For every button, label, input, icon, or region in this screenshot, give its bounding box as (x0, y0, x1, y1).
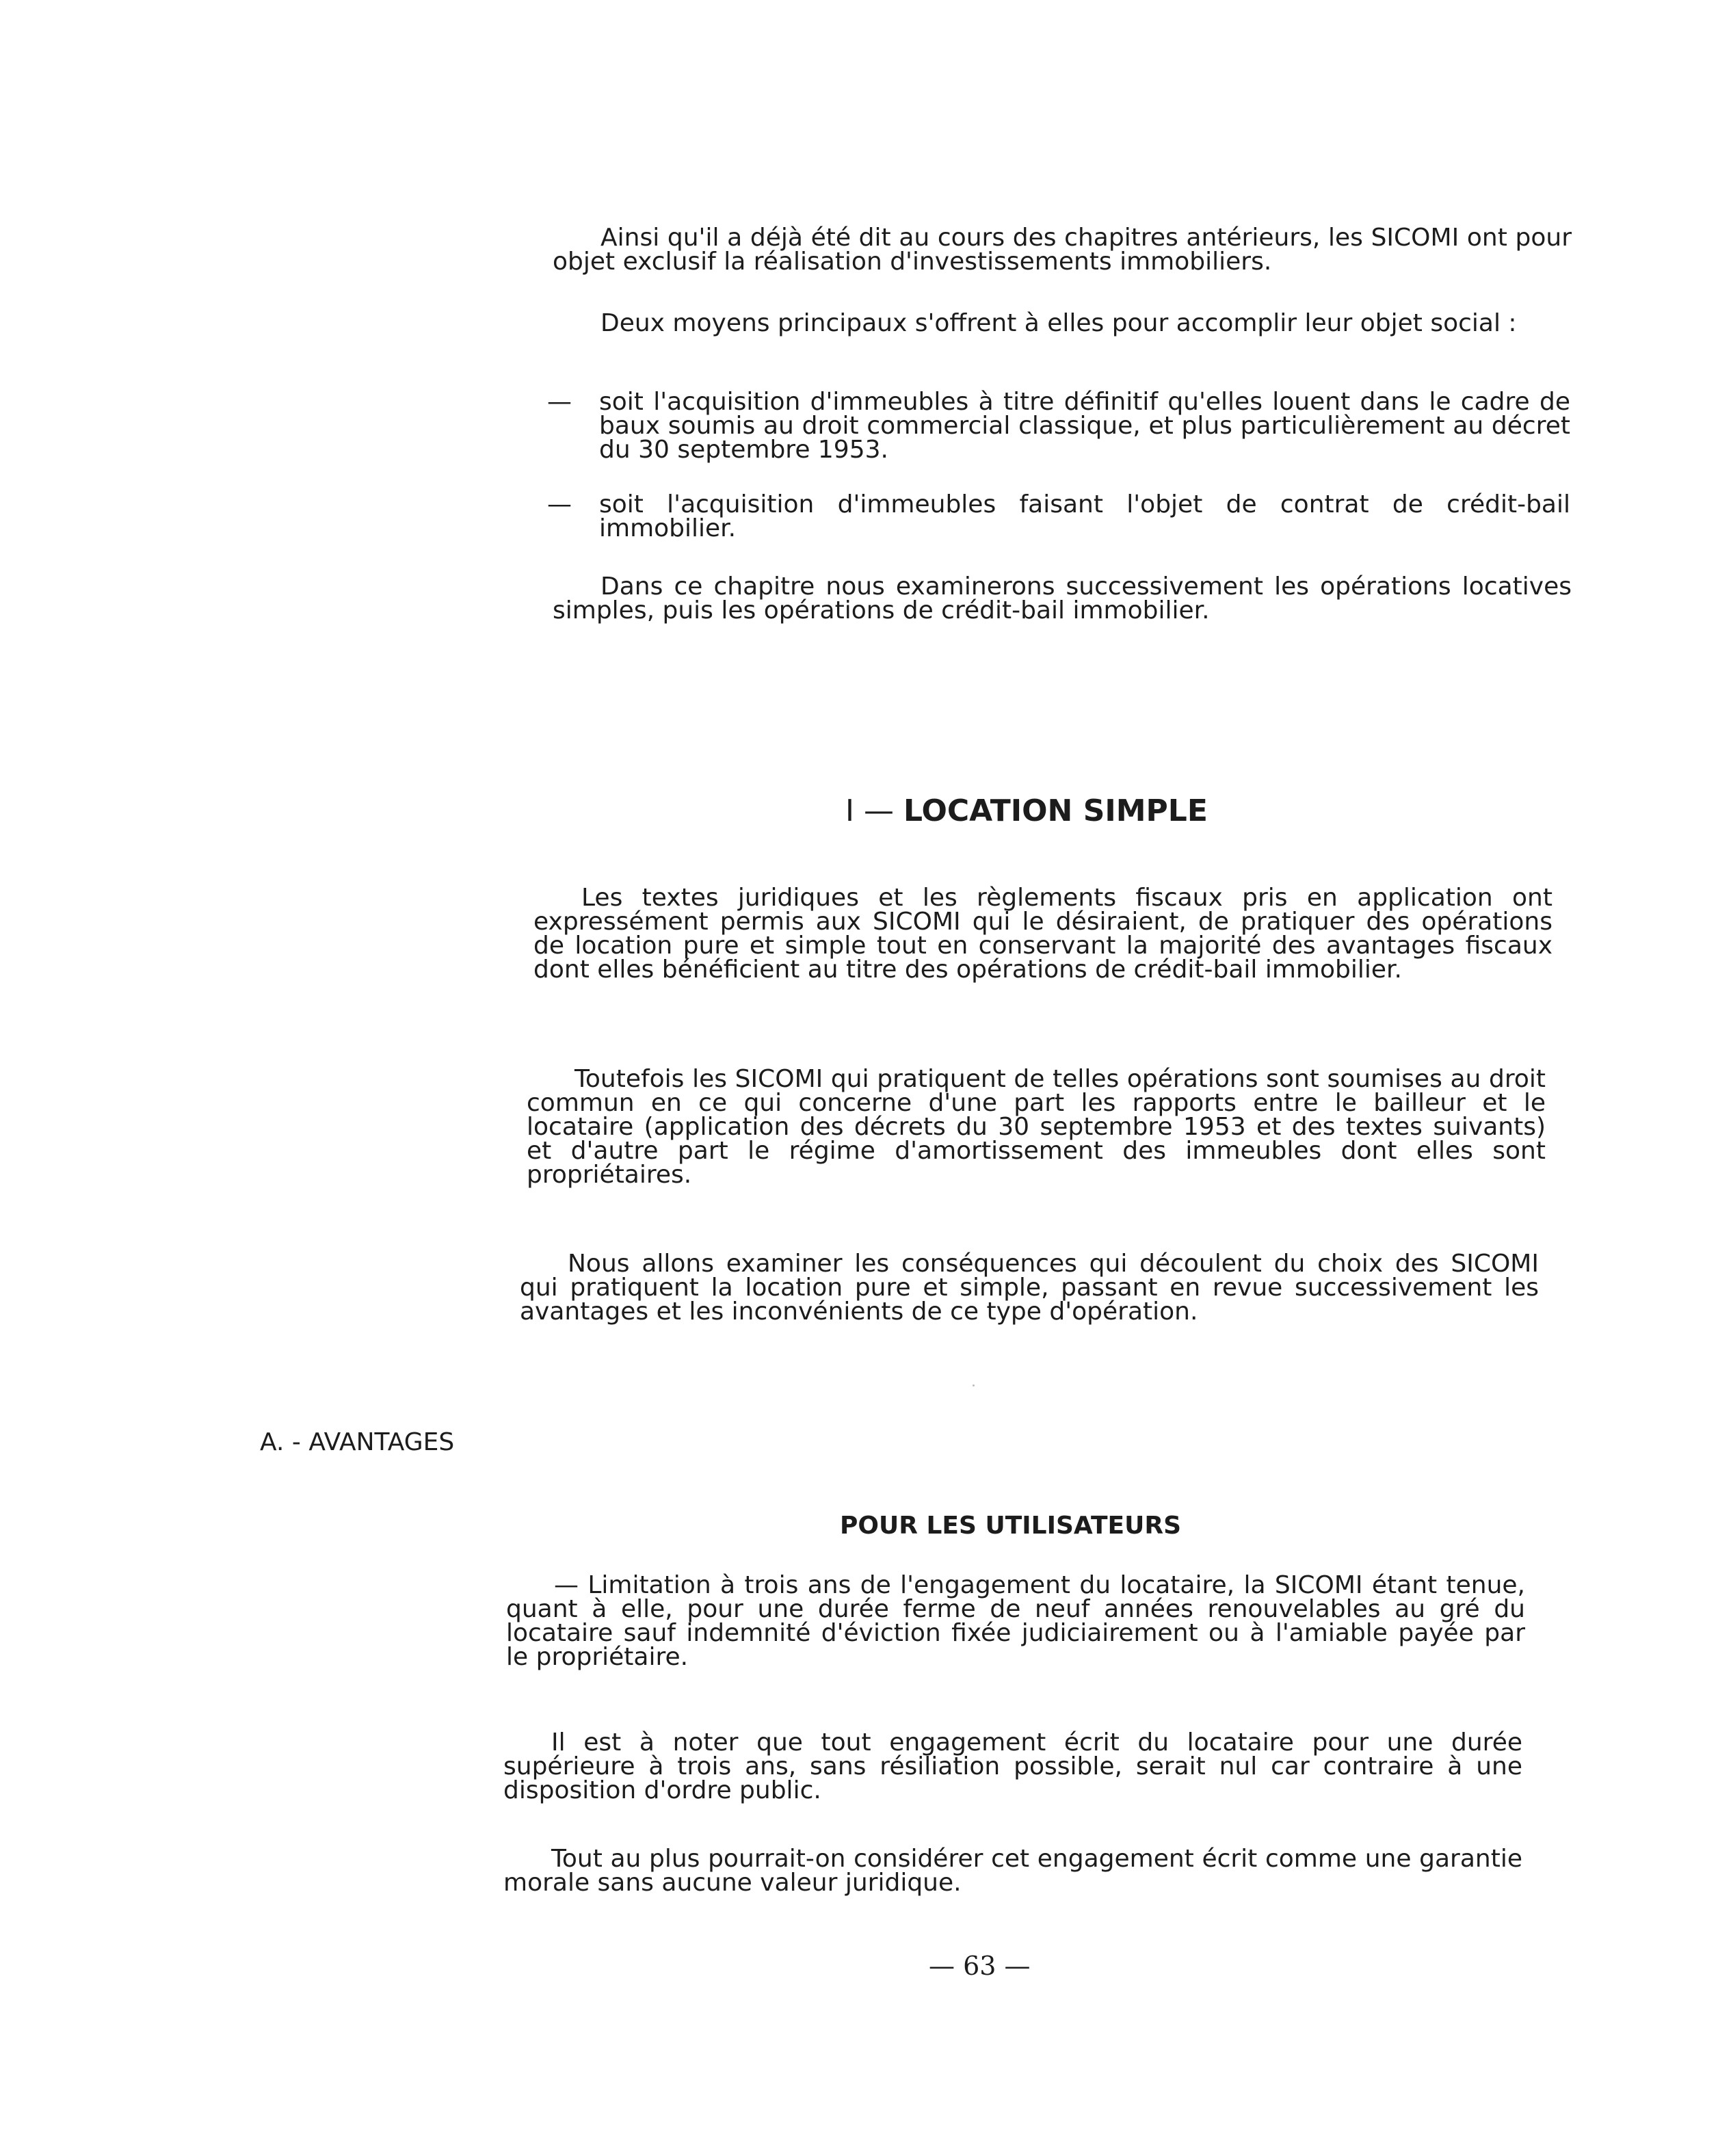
section-paragraph-2: Toutefois les SICOMI qui pratiquent de telles opérations sont soumises au droit commun en ce qui concerne d'une part les rapports entre le bailleur et le locataire (application des décrets du 30 septembre 1953 et des textes suivants) et d'autre part le régime d'amortissement des immeubles dont elles sont propriétaires. (527, 1065, 1546, 1189)
part-a-paragraph-1: — Limitation à trois ans de l'engagement du locataire, la SICOMI étant tenue, quant à elle, pour une durée ferme de neuf années renouvelables au gré du locataire sauf indemnité d'éviction fixée judiciairement ou à l'amiable payée par le propriétaire. (506, 1571, 1525, 1671)
section-title (845, 793, 1208, 828)
section-number: I — (845, 793, 894, 828)
list-marker: — (547, 490, 572, 518)
intro-paragraph-2: Deux moyens principaux s'offrent à elles pour accomplir leur objet social : (600, 309, 1517, 337)
part-a-paragraph-3: Tout au plus pourrait-on considérer cet engagement écrit comme une garantie morale sans aucune valeur juridique. (503, 1845, 1522, 1897)
intro-list-item-2: soit l'acquisition d'immeubles faisant l'objet de contrat de crédit-bail immobilier. (599, 490, 1570, 542)
part-a-subheading: POUR LES UTILISATEURS (840, 1512, 1182, 1540)
section-paragraph-3: Nous allons examiner les conséquences qui découlent du choix des SICOMI qui pratiquent la location pure et simple, passant en revue successivement les avantages et les inconvénients de ce type d'opération. (520, 1250, 1539, 1326)
part-a-paragraph-2: Il est à noter que tout engagement écrit du locataire pour une durée supérieure à trois ans, sans résiliation possible, serait nul car contraire à une disposition d'ordre public. (503, 1728, 1522, 1804)
scan-speck (973, 1384, 975, 1386)
section-title-text: LOCATION SIMPLE (903, 793, 1208, 828)
section-paragraph-1: Les textes juridiques et les règlements fiscaux pris en application ont expressément permis aux SICOMI qui le désiraient, de pratiquer des opérations de location pure et simple tout en conservant la majorité des avantages fiscaux dont elles bénéficient au titre des opérations de crédit-bail immobilier. (533, 884, 1552, 984)
intro-list-item-1: soit l'acquisition d'immeubles à titre définitif qu'elles louent dans le cadre de baux soumis au droit commercial classique, et plus particulièrement au décret du 30 septembre 1953. (599, 388, 1570, 464)
intro-paragraph-1: Ainsi qu'il a déjà été dit au cours des chapitres antérieurs, les SICOMI ont pour objet exclusif la réalisation d'investissements immobiliers. (553, 224, 1572, 276)
part-a-heading: A. - AVANTAGES (260, 1428, 455, 1456)
list-marker: — (547, 388, 572, 416)
page-number: — 63 — (929, 1951, 1031, 1981)
intro-paragraph-3: Dans ce chapitre nous examinerons successivement les opérations locatives simples, puis les opérations de crédit-bail immobilier. (553, 573, 1572, 625)
